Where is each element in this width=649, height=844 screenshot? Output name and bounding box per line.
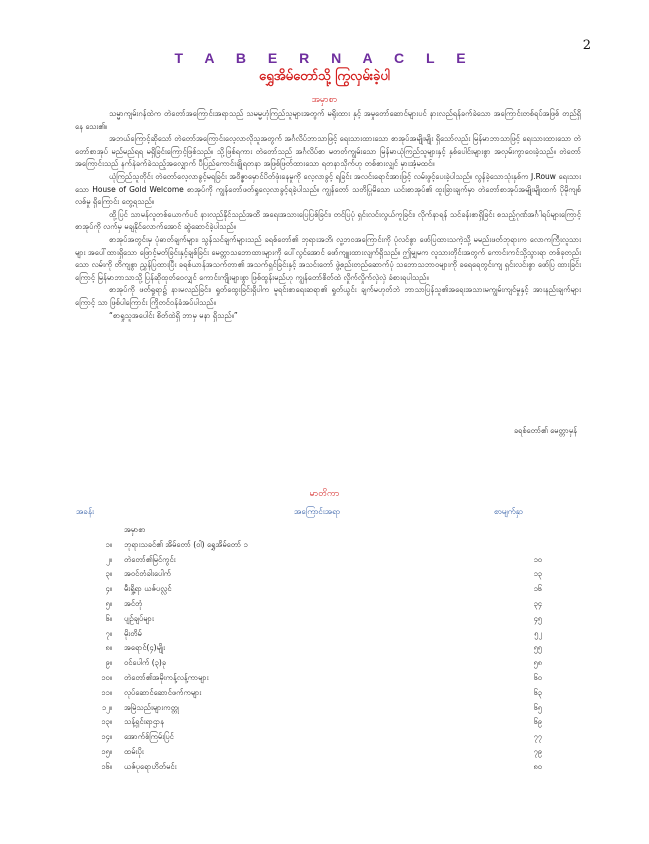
toc-page: ၁၆: [533, 584, 542, 594]
toc-row: [0, 717, 649, 732]
toc-page: ၇၇: [533, 732, 542, 742]
paragraph: စာအုပ်အတွင်းမှ ပုံဓာတ်ချက်များ၊ သွန်သင်ချက်များသည် ခရစ်တော်၏ ဘုရားအဘိ၊ လူ့ဘဝအကြောင်းကို ပုံလင်စွာ ဖော်ပြထားသကဲ့သို့ မမည်းဖတ်ဘုရားက လောကကြီးလူသားများ အပေါ်ထားရှိသော ဖြောင့်မတ်ခြင်းနှင့်ချစ်ခြင်း မေတ္တာသဘောထားများကို ပေါ်လွင်အောင် ဖော်ကျူးထားလျက်ရှိသည်။ ဤမျှမက လူသားတိုင်းအတွက် ကောင်းကင်သို့သွားရာ တစ်ခုတည်းသော လမ်းကို တိကျစွာ ညွှန်ပြထားပြီး ခရစ်ယာန်အသက်တာ၏ အသက်ရှင်ခြင်းနှင့် အသင်းတော် ဖွဲ့စည်းတည်ဆောက်ပုံ သဘောသဘာဝများကို ခရေရေတွင်းကျ ရှင်းလင်းစွာ ဖော်ပြ ထားခြင်းကြောင့် မြန်မာဘာသာသို့ ပြန်ဆိုထုတ်ဝေလျှင် ကောင်းကျိုးများစွာ ဖြစ်ထွန်းမည်ဟု ကျွန်တော်စိတ်ထဲ လှိုက်လှိုက်လှဲလှဲ ခံစားရပါသည်။: [75, 234, 581, 282]
toc-list: [0, 525, 649, 777]
toc-num: ၁၁။: [101, 687, 112, 697]
toc-column-header: [0, 506, 649, 520]
toc-num: ၉။: [105, 658, 112, 668]
toc-page: ၁၀: [533, 554, 542, 564]
toc-num: ၁။: [105, 539, 112, 549]
toc-page: ၅၈: [533, 658, 542, 668]
paragraph: အဘယ်ကြောင့်ဆိုသော် တဲတော်အကြောင်းလေ့လာလိုသူအတွက် အင်္ဂလိပ်ဘာသာဖြင့် ရေးသားထားသော စာအုပ်အမျိုးမျိုး ရှိသော်လည်း မြန်မာဘာသာဖြင့် ရေးသားထားသော တဲတော်စာအုပ် မည်မည်ရရ မရှိခြင်းကြောင့်ဖြစ်သည်။ သို့ဖြစ်ရကား တဲတော်သည် အင်္ဂလိပ်စာ မတတ်ကျွမ်းသော မြန်မာယုံကြည်သူများနှင့် နှစ်ပေါင်းများစွာ အလှမ်းကွာဝေးခဲ့သည်။ တဲတော် အကြောင်းသည် နက်နဲခက်ခဲသည့်အလျှောက် ပီပြည်ကောင်းချိုရတနာ အဖြစ်ဖြတ်ထားသော ရတနာသိုက်ဟု တစ်စားလျှင် မှားအံ့မထင်။: [75, 134, 581, 169]
toc-title: သန့်ရှင်းရာဌာန: [124, 717, 165, 727]
toc-title: အမှာစာ: [124, 525, 146, 534]
toc-title: အဝင်တံခါးပေါက်: [124, 569, 171, 579]
toc-num: ၃။: [105, 569, 112, 579]
toc-num: ၁၂။: [101, 702, 112, 712]
toc-title: တဲတော်၏အမိုးကန့်လန့်ကာများ: [124, 672, 209, 682]
toc-num: ၁၀။: [101, 672, 112, 682]
toc-title: ဘုရားသခင်၏ အိမ်တော် (ဝါ) ရွှေအိမ်တော် ၁: [124, 539, 248, 549]
toc-title: ဝင်ပေါက် (၃)ခု: [124, 658, 167, 668]
toc-col-title: အကြောင်းအရာ: [294, 507, 340, 516]
toc-num: ၁၃။: [101, 717, 112, 727]
toc-row: [0, 614, 649, 629]
toc-title: တဲတော်၏မြင်ကွင်း: [124, 554, 176, 564]
toc-title: အမြဲသည်းများကတ္တု: [124, 702, 180, 712]
preface-body: [75, 108, 581, 322]
toc-num: ၂။: [106, 554, 112, 564]
toc-title: ပျဉ်ချပ်များ: [124, 613, 154, 623]
toc-page: ၅၅: [533, 643, 542, 653]
toc-row: [0, 629, 649, 644]
toc-page: ၆၅: [533, 702, 542, 712]
toc-row: [0, 525, 649, 540]
toc-row: [0, 747, 649, 762]
toc-row: [0, 673, 649, 688]
toc-title: ထမ်းပိုး: [124, 746, 144, 756]
toc-num: ၁၄။: [101, 732, 112, 742]
toc-num: ၆။: [105, 613, 112, 623]
toc-num: ၈။: [105, 643, 112, 653]
toc-page: ၈၀: [533, 761, 542, 771]
toc-title: အရောင်(၄)မျိုး: [124, 643, 166, 653]
paragraph: စာအုပ်ကို ဖတ်ရှုရာ၌ နားမလည်ခြင်း၊ ရှုတ်ထွေးခြင်းရှိပါက မူရင်းစာရေးဆရာ၏ ရှုတ်ယွင်း ချက်မဟုတ်ဘဲ ဘာသာပြန်သူ၏အရေးအသားမကျွမ်းကျင်မှုနှင့် အားနည်းချက်များကြောင့် သာ ဖြစ်ပါကြောင်း ကြိုတင်ဝန်ခံအပ်ပါသည်။: [75, 285, 581, 307]
paragraph-quote: “စာရှုသူအပေါင်း စိတ်ထဲရှိ ဘာမှ မနာ ရှိသည်။”: [109, 310, 238, 320]
toc-row: [0, 643, 649, 658]
toc-col-chapter: အခန်း: [76, 507, 95, 516]
page-number: 2: [582, 38, 591, 53]
toc-num: ၁၆။: [101, 761, 112, 771]
paragraph: ထို့ပြင် သာမန်လူတစ်ယောက်ပင် နားလည်နိုင်သည်အထိ အရေးအသားပြေပြစ်ခြင်း၊ တင်ပြပုံ ရှင်းလင်းလွယ်ကူခြင်း၊ လိုက်နာရန် သင်ခန်းစာရှိခြင်း စသည့်ဂုဏ်အင်္ဂါရပ်များကြောင့် စာအုပ်ကို လက်မှ မချနိုင်လောက်အောင် ဆွဲဆောင်ခဲ့ပါသည်။: [75, 209, 581, 232]
toc-page: ၆၉: [533, 717, 542, 727]
toc-row: [0, 555, 649, 570]
toc-col-page: စာမျက်နှာ: [494, 507, 523, 516]
toc-heading: မာတိကာ: [309, 489, 340, 499]
toc-title: ယဇ်ပုရောဟိတ်မင်း: [124, 761, 177, 771]
toc-row: [0, 703, 649, 718]
toc-page: ၆၃: [533, 687, 542, 697]
paragraph: သမ္မာကျမ်းဂန်ထဲက တဲတော်အကြောင်းအရာသည် သမမ္မဟုံကြည်သူများအတွက် မရိုးထား နှင့် အမှုတော်ဆောင်များပင် နားလည်ရန်ခက်ခဲသော အကြောင်းတစ်ရပ်အဖြစ် တည်ရှိနေ သေး၏။: [75, 109, 581, 131]
paragraph: ယုံကြည်သူတိုင်း တဲတော်လေ့လာခွင့်မရခြင်း အဝိဇ္ဇာမှောင်ပိတ်ဖုံးနေမှုကို လေ့လာခွင့် ရခြင်း အလင်းရောင်အားဖြင့် လမ်းဖွင့်ပေးခဲ့ပါသည်။ လွန်ခဲ့သောသုံးနှစ်က J.Rouw ရေးသား သော House of Gold Welcome စာအုပ်ကို ကျွန်တော်ဖတ်ရှုလေ့လာခွင့်ရခဲ့ပါသည်။ ကျွန်တော် သတိပြုမိသော ယင်းစာအုပ်၏ ထူးခြားချက်မှာ တဲတော်စာအုပ်အမျိုးမျိုးထက် ပိုမိုကျစ်လစ်မှု ရှိကြောင်း တွေ့ရသည်။: [75, 171, 581, 207]
preface-heading: အမှာစာ: [311, 95, 338, 105]
toc-title: လုပ်ဆောင်ဆောင်ဖက်ကများ: [124, 687, 202, 697]
signature: ခရစ်တော်၏ မေတ္တာမှန်: [513, 426, 577, 435]
toc-page: ၃၄: [533, 598, 542, 608]
toc-page: ၆၀: [533, 672, 542, 682]
toc-row: [0, 599, 649, 614]
toc-title: မိုးတိမ်: [124, 628, 142, 638]
toc-num: ၇။: [105, 628, 112, 638]
toc-page: ၄၅: [533, 613, 542, 623]
toc-row: [0, 540, 649, 555]
toc-row: [0, 658, 649, 673]
toc-page: ၁၃: [533, 569, 542, 579]
toc-row: [0, 762, 649, 777]
toc-num: ၄။: [105, 584, 112, 594]
toc-title: အင်တုံ: [124, 598, 143, 608]
toc-row: [0, 688, 649, 703]
toc-row: [0, 584, 649, 599]
toc-page: ၅၂: [534, 628, 542, 638]
toc-num: ၁၅။: [101, 746, 112, 756]
toc-row: [0, 569, 649, 584]
toc-row: [0, 732, 649, 747]
title-english: T A B E R N A C L E: [174, 50, 475, 66]
toc-title: အောက်စ်ကြမ်းပြင်: [124, 732, 174, 742]
toc-title: မီးရှို့ရာ ယဇ်ပလ္လင်: [124, 584, 172, 594]
title-burmese: ရွှေအိမ်တော်သို့ ကြွလှမ်းခဲ့ပါ: [258, 69, 391, 84]
toc-num: ၅။: [105, 598, 112, 608]
toc-page: ၇၉: [533, 746, 542, 756]
